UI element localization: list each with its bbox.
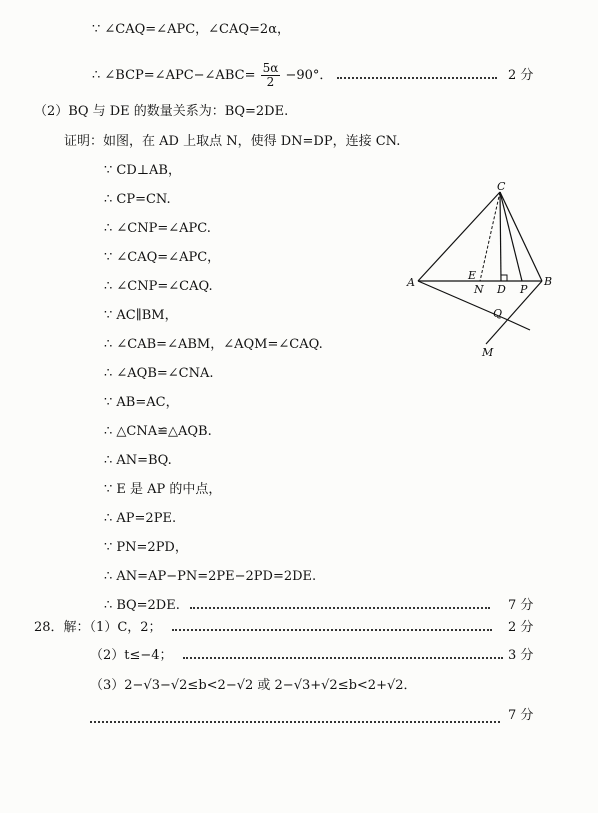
label-n: N <box>474 283 484 296</box>
segment-aq-extension <box>508 320 530 330</box>
q28-part1 <box>34 620 492 636</box>
proof-step-final: ∴ BQ=2DE. <box>104 598 180 613</box>
proof-step: ∴ AN=AP−PN=2PE−2PD=2DE. <box>104 569 317 584</box>
label-c: C <box>497 180 506 193</box>
proof-step: ∵ AB=AC， <box>104 395 179 410</box>
proof-step: ∴ AP=2PE. <box>104 511 177 526</box>
proof-step: ∵ ∠CAQ=∠APC， <box>104 250 221 265</box>
proof-step: ∵ PN=2PD， <box>104 540 188 555</box>
bcp-angle-line <box>92 62 497 89</box>
score-q28-part2: 3 分 <box>508 648 534 663</box>
proof-step: ∵ CD⊥AB， <box>104 163 181 178</box>
score-leader-dots <box>90 717 500 723</box>
score-leader-dots <box>190 603 490 609</box>
geometry-figure <box>404 180 560 360</box>
segment-cn <box>480 192 500 281</box>
proof-step: ∴ ∠CAB=∠ABM，∠AQM=∠CAQ. <box>104 337 323 352</box>
score-leader-dots <box>172 625 492 631</box>
proof-step <box>104 598 490 614</box>
q28-part2 <box>90 648 503 664</box>
bcp-suffix: −90°． <box>285 68 333 83</box>
fraction <box>261 62 281 89</box>
proof-intro: 证明：如图，在 AD 上取点 N，使得 DN=DP，连接 CN. <box>64 134 401 149</box>
score-leader-dots <box>183 653 503 659</box>
part2-heading: （2）BQ 与 DE 的数量关系为：BQ=2DE. <box>34 104 289 119</box>
bcp-prefix: ∴ ∠BCP=∠APC−∠ABC= <box>92 68 256 83</box>
score-part2: 7 分 <box>508 598 534 613</box>
proof-step: ∵ AC∥BM， <box>104 308 178 323</box>
score-leader-dots <box>337 73 497 79</box>
proof-step: ∴ AN=BQ. <box>104 453 172 468</box>
segment-ac <box>418 192 500 281</box>
score-part1: 2 分 <box>508 68 534 83</box>
label-p: P <box>520 283 528 296</box>
proof-step: ∴ ∠CNP=∠CAQ. <box>104 279 213 294</box>
label-m: M <box>482 346 494 359</box>
given-angle-line: ∵ ∠CAQ=∠APC，∠CAQ=2α， <box>92 22 290 37</box>
proof-step: ∴ CP=CN. <box>104 192 171 207</box>
label-b: B <box>544 275 553 288</box>
score-q28-part1: 2 分 <box>508 620 534 635</box>
label-q: Q <box>493 307 503 320</box>
segment-cd <box>500 192 501 281</box>
proof-step: ∴ △CNA≌△AQB. <box>104 424 212 439</box>
q28-part3: （3）2−√3−√2≤b<2−√2 或 2−√3+√2≤b<2+√2． <box>90 678 417 693</box>
segment-bc <box>500 192 542 281</box>
q28-heading: 28．解：（1）C，2； <box>34 620 162 635</box>
fraction-numerator: 5α <box>262 61 279 75</box>
label-e: E <box>468 269 477 282</box>
segment-cp <box>500 192 522 281</box>
q28-part2-text: （2）t≤−4； <box>90 648 173 663</box>
proof-step: ∴ ∠CNP=∠APC. <box>104 221 211 236</box>
proof-step: ∴ ∠AQB=∠CNA. <box>104 366 214 381</box>
fraction-denominator: 2 <box>266 75 275 89</box>
q28-part3-leader <box>90 712 500 728</box>
right-angle-mark <box>501 275 507 281</box>
score-q28-part3: 7 分 <box>508 708 534 723</box>
label-a: A <box>407 276 415 289</box>
proof-step: ∵ E 是 AP 的中点， <box>104 482 222 497</box>
label-d: D <box>497 283 506 296</box>
